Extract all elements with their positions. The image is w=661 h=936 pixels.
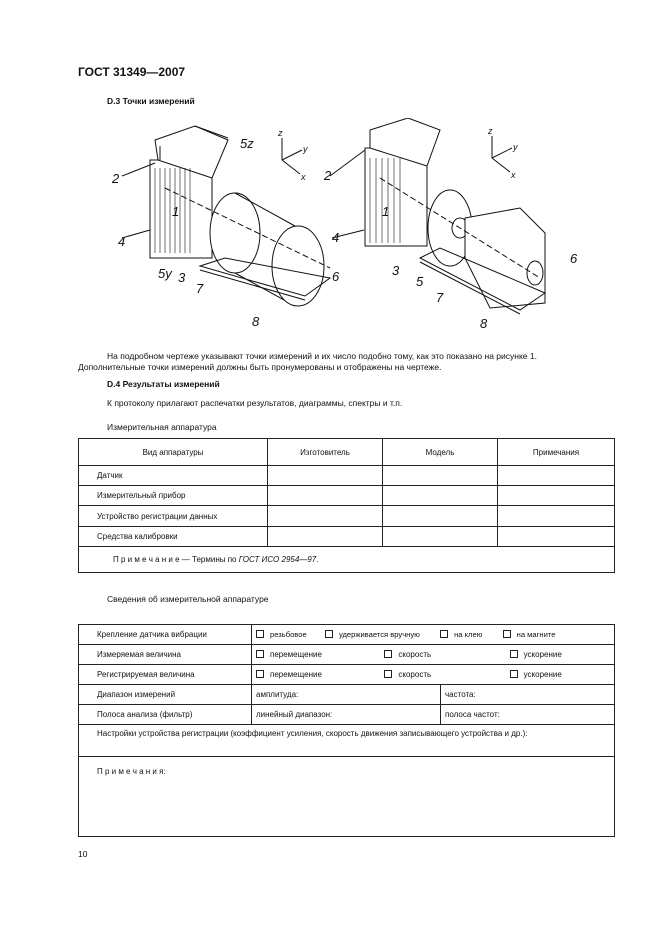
checkbox[interactable] xyxy=(440,630,448,638)
axis-triad-left xyxy=(282,138,302,174)
recorded-options xyxy=(252,665,615,685)
info-table-caption: Сведения об измерительной аппаратуре xyxy=(107,594,269,604)
option-velocity: скорость xyxy=(398,650,432,659)
range-frequency[interactable]: частота: xyxy=(441,685,615,705)
option-velocity: скорость xyxy=(398,670,432,679)
band-label: Полоса анализа (фильтр) xyxy=(79,705,252,725)
label-6-left: 6 xyxy=(332,269,340,284)
label-x-right: x xyxy=(511,170,516,180)
cell-empty[interactable] xyxy=(268,527,383,547)
checkbox[interactable] xyxy=(384,670,392,678)
cell-empty[interactable] xyxy=(498,486,615,506)
apparatus-table-caption: Измерительная аппаратура xyxy=(107,422,217,432)
note-end: . xyxy=(316,555,319,564)
checkbox[interactable] xyxy=(256,670,264,678)
range-label: Диапазон измерений xyxy=(79,685,252,705)
section-d4-text: К протоколу прилагают распечатки результатов, диаграммы, спектры и т.п. xyxy=(107,398,403,408)
option-threaded: резьбовое xyxy=(270,630,307,639)
label-z-left: z xyxy=(278,128,283,138)
section-d3-title: D.3 Точки измерений xyxy=(107,96,195,106)
label-7-right: 7 xyxy=(436,290,444,305)
cell-empty[interactable] xyxy=(498,466,615,486)
mount-label: Крепление датчика вибрации xyxy=(79,625,252,645)
cell-empty[interactable] xyxy=(383,486,498,506)
label-6-right: 6 xyxy=(570,251,578,266)
page-number: 10 xyxy=(78,849,88,859)
apparatus-note xyxy=(79,547,615,573)
label-5y: 5y xyxy=(158,266,172,281)
label-4-left: 4 xyxy=(118,234,126,249)
row-calibration: Средства калибровки xyxy=(79,527,268,547)
header-type: Вид аппаратуры xyxy=(79,439,268,466)
label-3-left: 3 xyxy=(178,270,186,285)
label-5-right: 5 xyxy=(416,274,424,289)
label-1-left: 1 xyxy=(172,204,180,219)
cell-empty[interactable] xyxy=(383,466,498,486)
row-sensor: Датчик xyxy=(79,466,268,486)
recorder-settings[interactable]: Настройки устройства регистрации (коэффициент усиления, скорость движения записывающего устройства и др.): xyxy=(79,725,615,757)
note-reference: ГОСТ ИСО 2954—97 xyxy=(238,555,317,564)
apparatus-table xyxy=(78,438,615,573)
label-8-right: 8 xyxy=(480,316,488,331)
cell-empty[interactable] xyxy=(383,506,498,527)
option-magnet: на магните xyxy=(516,630,556,639)
label-7-left: 7 xyxy=(196,281,204,296)
cell-empty[interactable] xyxy=(498,527,615,547)
option-glued: на клею xyxy=(454,630,483,639)
label-4-right: 4 xyxy=(332,230,340,245)
band-linear[interactable]: линейный диапазон: xyxy=(252,705,441,725)
paragraph-d3-line2: Дополнительные точки измерений должны быть пронумерованы и отображены на чертеже. xyxy=(78,362,442,372)
checkbox[interactable] xyxy=(256,650,264,658)
section-d4-title: D.4 Результаты измерений xyxy=(107,379,220,389)
row-recorder: Устройство регистрации данных xyxy=(79,506,268,527)
row-meter: Измерительный прибор xyxy=(79,486,268,506)
notes-field[interactable]: П р и м е ч а н и я: xyxy=(79,757,615,837)
label-x-left: x xyxy=(301,172,306,182)
axis-triad-right xyxy=(492,136,512,172)
recorded-label: Регистрируемая величина xyxy=(79,665,252,685)
label-8-left: 8 xyxy=(252,314,260,329)
left-flange xyxy=(210,193,260,273)
range-amplitude[interactable]: амплитуда: xyxy=(252,685,441,705)
label-y-left: y xyxy=(303,144,308,154)
cell-empty[interactable] xyxy=(498,506,615,527)
option-acceleration: ускорение xyxy=(523,650,562,659)
header-model: Модель xyxy=(383,439,498,466)
info-table xyxy=(78,624,615,837)
measured-options xyxy=(252,645,615,665)
checkbox[interactable] xyxy=(503,630,511,638)
note-text: Термины по xyxy=(189,555,239,564)
note-prefix: П р и м е ч а н и е — xyxy=(113,555,190,564)
option-handheld: удерживается вручную xyxy=(338,630,420,639)
checkbox[interactable] xyxy=(325,630,333,638)
right-gearbox xyxy=(465,208,545,308)
cell-empty[interactable] xyxy=(268,486,383,506)
header-manufacturer: Изготовитель xyxy=(268,439,383,466)
measured-label: Измеряемая величина xyxy=(79,645,252,665)
checkbox[interactable] xyxy=(510,650,518,658)
checkbox[interactable] xyxy=(384,650,392,658)
label-2-left: 2 xyxy=(112,171,120,186)
checkbox[interactable] xyxy=(510,670,518,678)
paragraph-d3-line1: На подробном чертеже указывают точки измерений и их число подобно тому, как это показано на рисунке 1. xyxy=(107,351,537,361)
cell-empty[interactable] xyxy=(268,506,383,527)
mount-options xyxy=(252,625,615,645)
header-notes: Примечания xyxy=(498,439,615,466)
label-5z: 5z xyxy=(240,136,254,151)
label-3-right: 3 xyxy=(392,263,400,278)
band-frequency[interactable]: полоса частот: xyxy=(441,705,615,725)
cell-empty[interactable] xyxy=(383,527,498,547)
option-displacement: перемещение xyxy=(270,650,322,659)
label-1-right: 1 xyxy=(382,204,390,219)
measurement-points-figure xyxy=(100,118,600,338)
cell-empty[interactable] xyxy=(268,466,383,486)
option-displacement: перемещение xyxy=(270,670,322,679)
label-y-right: y xyxy=(513,142,518,152)
checkbox[interactable] xyxy=(256,630,264,638)
option-acceleration: ускорение xyxy=(523,670,562,679)
page-header: ГОСТ 31349—2007 xyxy=(78,65,186,79)
label-z-right: z xyxy=(488,126,493,136)
label-2-right: 2 xyxy=(324,168,332,183)
